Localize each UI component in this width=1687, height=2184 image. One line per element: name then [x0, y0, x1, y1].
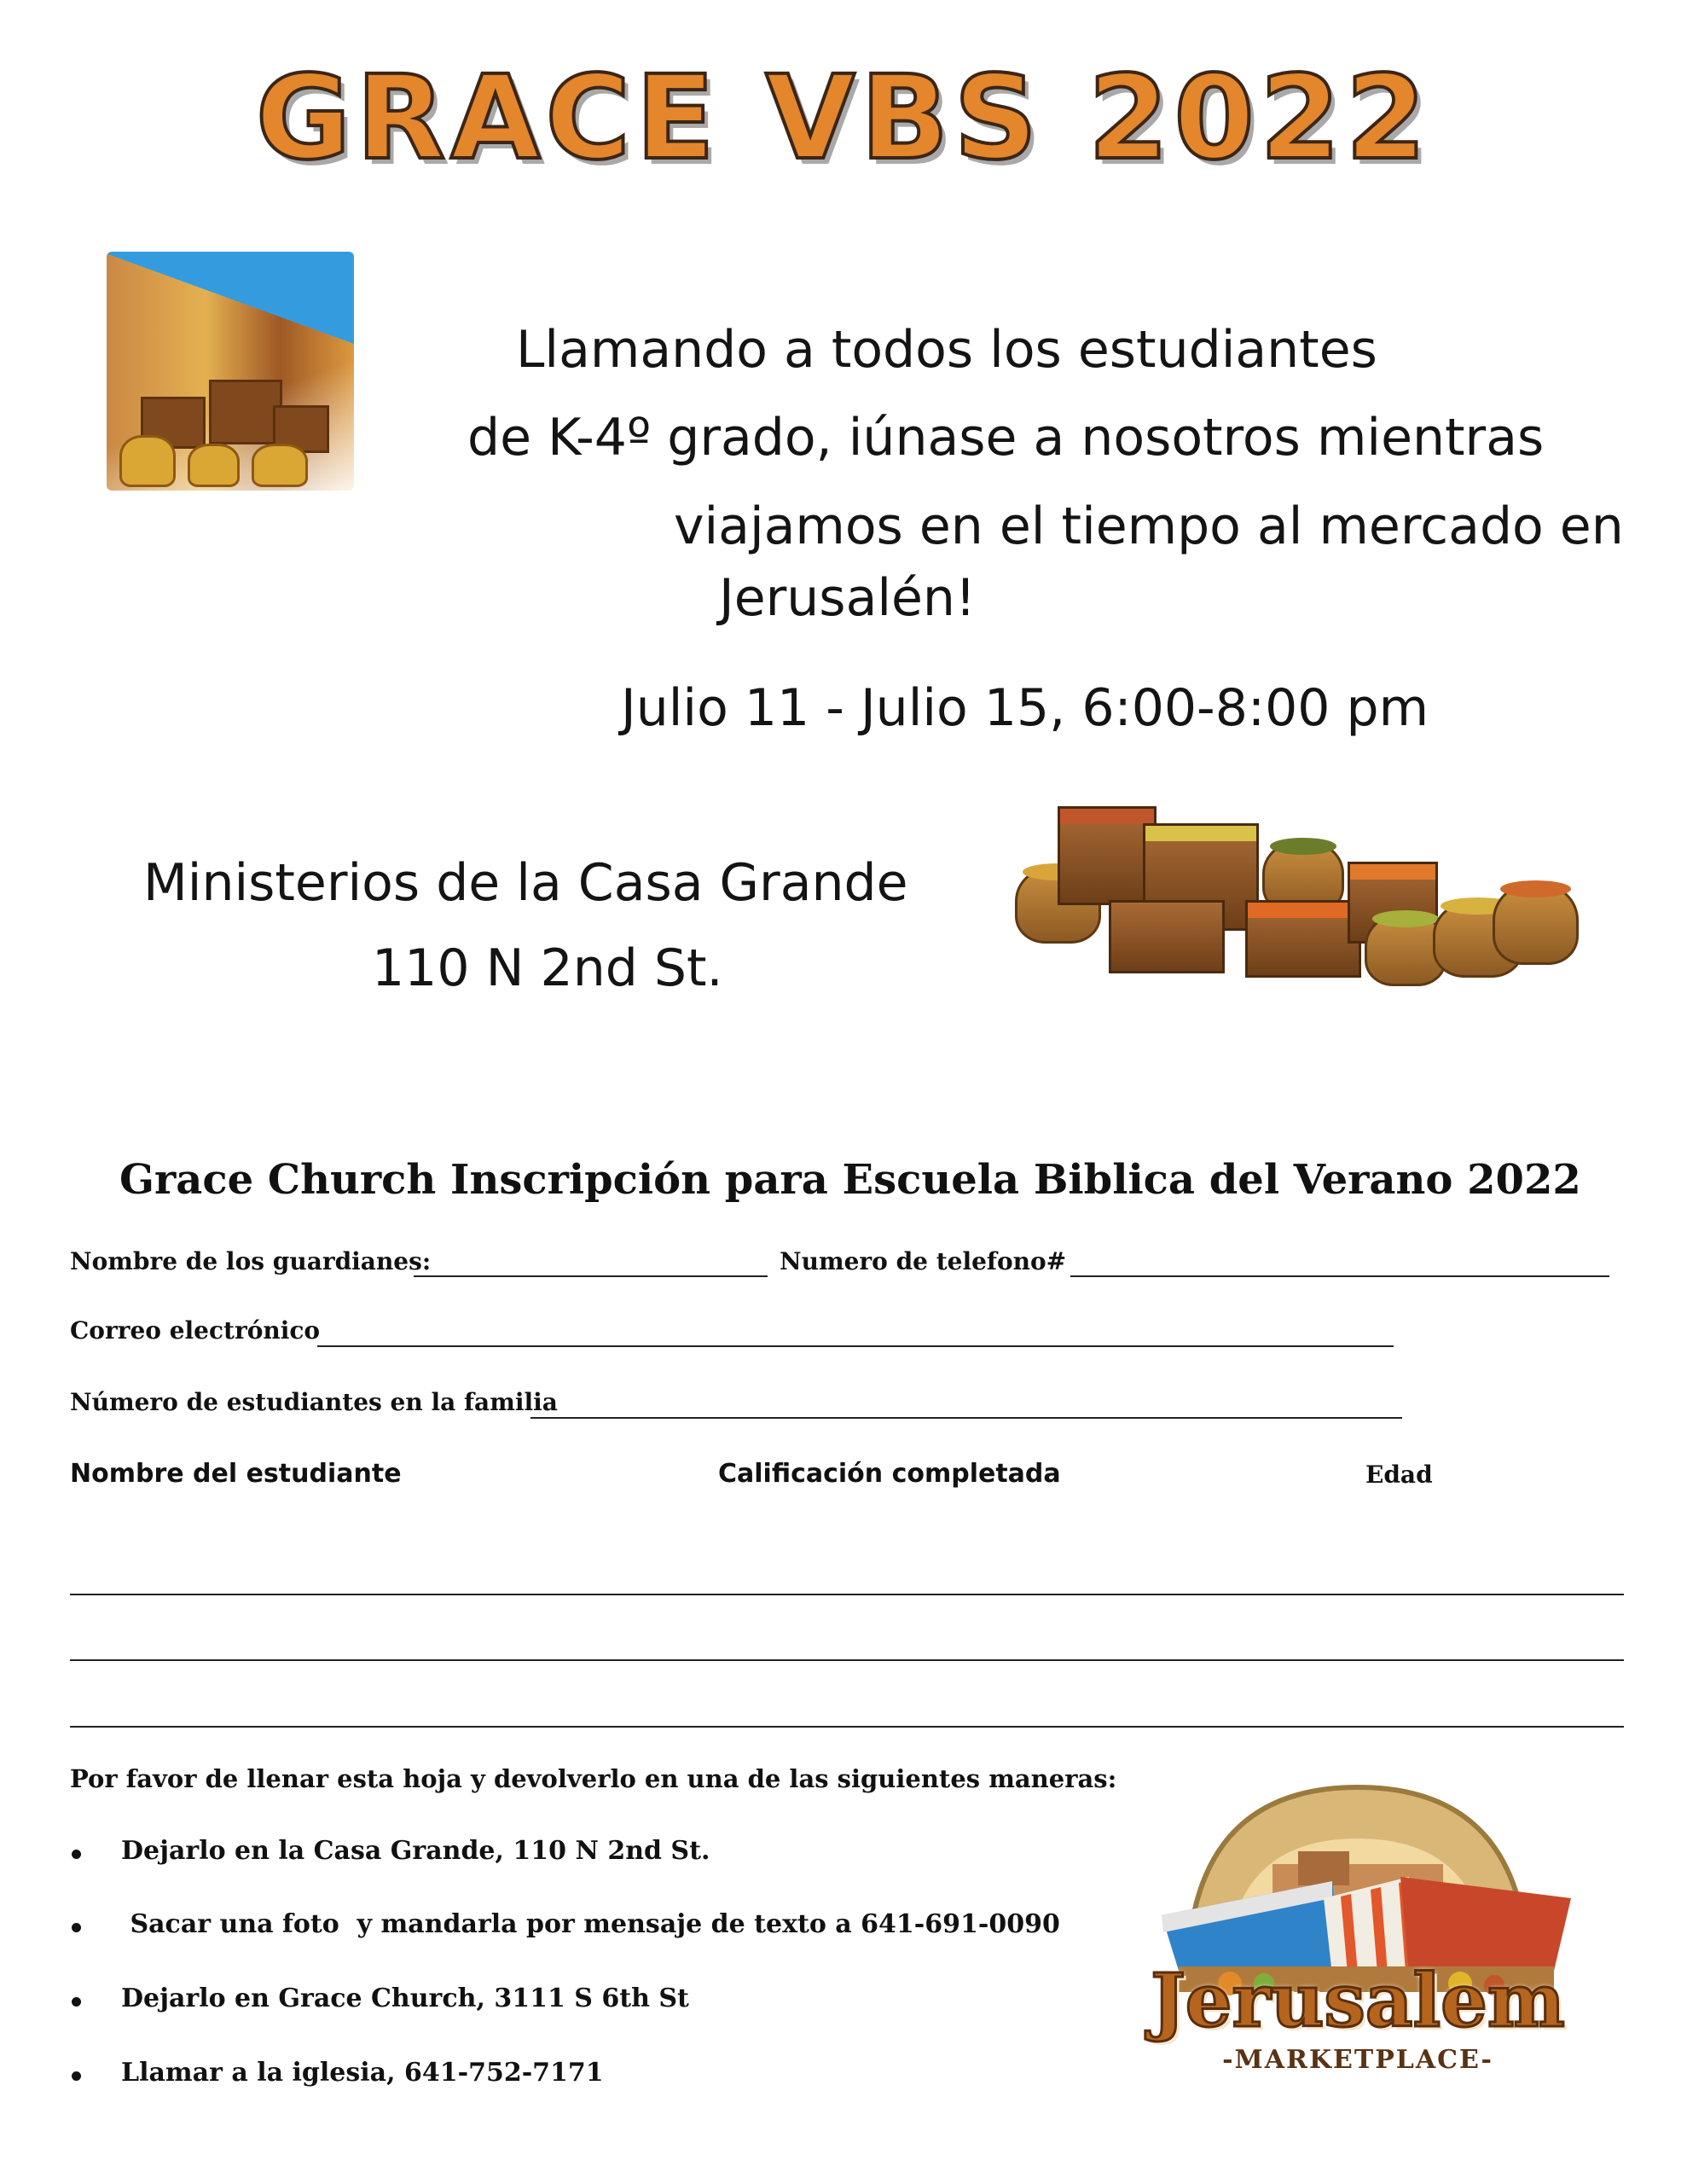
market-stall-image — [107, 252, 354, 491]
intro-line-4: Jerusalén! — [719, 568, 976, 628]
bullet-icon — [72, 1850, 81, 1859]
instruction-item: Dejarlo en Grace Church, 3111 S 6th St — [121, 1984, 689, 2013]
age-column-header: Edad — [1365, 1461, 1433, 1489]
student-entry-line-1[interactable] — [70, 1594, 1624, 1595]
instruction-item: Dejarlo en la Casa Grande, 110 N 2nd St. — [121, 1836, 710, 1866]
instruction-item: Llamar a la iglesia, 641-752-7171 — [121, 2058, 604, 2088]
logo-subtitle: -MARKETPLACE- — [1222, 2045, 1493, 2075]
student-count-label: Número de estudiantes en la familia — [70, 1388, 558, 1416]
bullet-icon — [72, 1997, 81, 2007]
intro-line-2: de K-4º grado, iúnase a nosotros mientras — [467, 408, 1545, 468]
jerusalem-marketplace-logo — [1128, 1770, 1588, 2107]
student-entry-line-2[interactable] — [70, 1659, 1624, 1661]
logo-wordmark: Jerusalem — [1151, 1958, 1565, 2044]
guardian-name-label: Nombre de los guardianes: — [70, 1247, 432, 1275]
intro-line-1: Llamando a todos los estudiantes — [516, 320, 1377, 380]
location-name: Ministerios de la Casa Grande — [143, 853, 908, 913]
flyer-title: GRACE VBS 2022 — [255, 51, 1432, 186]
email-field[interactable] — [317, 1345, 1394, 1347]
instructions-heading: Por favor de llenar esta hoja y devolverlo en una de las siguientes maneras: — [70, 1764, 1117, 1793]
bullet-icon — [72, 2071, 81, 2081]
bullet-icon — [72, 1923, 81, 1932]
form-title: Grace Church Inscripción para Escuela Biblica del Verano 2022 — [119, 1156, 1581, 1204]
location-address: 110 N 2nd St. — [372, 938, 723, 998]
market-crates-image — [1006, 772, 1586, 990]
phone-label: Numero de telefono# — [780, 1247, 1067, 1275]
guardian-name-field[interactable] — [414, 1275, 768, 1277]
student-count-field[interactable] — [530, 1417, 1402, 1419]
student-entry-line-3[interactable] — [70, 1726, 1624, 1728]
email-label: Correo electrónico — [70, 1316, 321, 1345]
phone-field[interactable] — [1070, 1275, 1609, 1277]
grade-completed-column-header: Calificación completada — [718, 1459, 1061, 1489]
event-dates: Julio 11 - Julio 15, 6:00-8:00 pm — [621, 678, 1429, 738]
intro-line-3: viajamos en el tiempo al mercado en — [674, 497, 1624, 556]
student-name-column-header: Nombre del estudiante — [70, 1459, 402, 1489]
instruction-item: Sacar una foto y mandarla por mensaje de texto a 641-691-0090 — [121, 1909, 1060, 1939]
